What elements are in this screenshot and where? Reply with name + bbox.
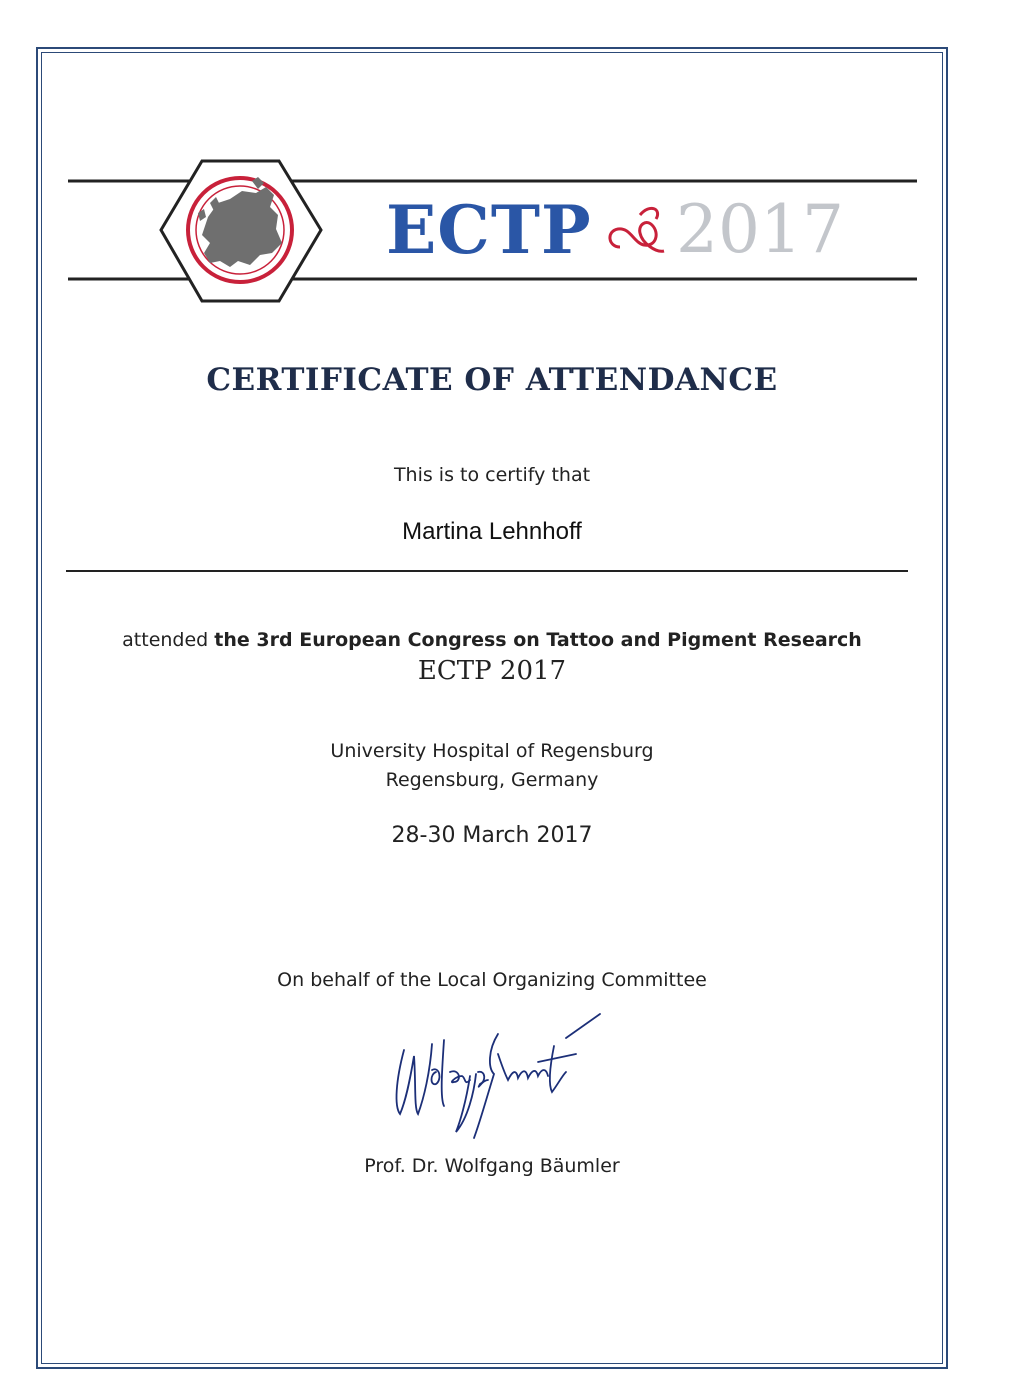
venue-institution: University Hospital of Regensburg — [330, 740, 654, 762]
signer-name: Prof. Dr. Wolfgang Bäumler — [364, 1155, 620, 1177]
attended-prefix: attended — [122, 629, 209, 651]
certificate-title: CERTIFICATE OF ATTENDANCE — [206, 362, 778, 398]
recipient-underline — [66, 570, 908, 572]
behalf-statement: On behalf of the Local Organizing Committee — [277, 969, 707, 991]
logo-year-text: 2017 — [676, 191, 844, 268]
logo-brand-text: ECTP — [386, 191, 592, 269]
recipient-name: Martina Lehnhoff — [402, 518, 582, 545]
handwritten-signature — [370, 1010, 610, 1150]
venue-block — [0, 737, 984, 795]
event-name: the 3rd European Congress on Tattoo and Pigment Research — [214, 629, 862, 651]
event-dates: 28-30 March 2017 — [391, 823, 593, 848]
venue-city: Regensburg, Germany — [385, 769, 599, 791]
attended-line — [0, 629, 984, 651]
event-short-name: ECTP 2017 — [417, 656, 567, 686]
ornament-icon — [610, 208, 664, 251]
certify-statement: This is to certify that — [393, 464, 591, 486]
